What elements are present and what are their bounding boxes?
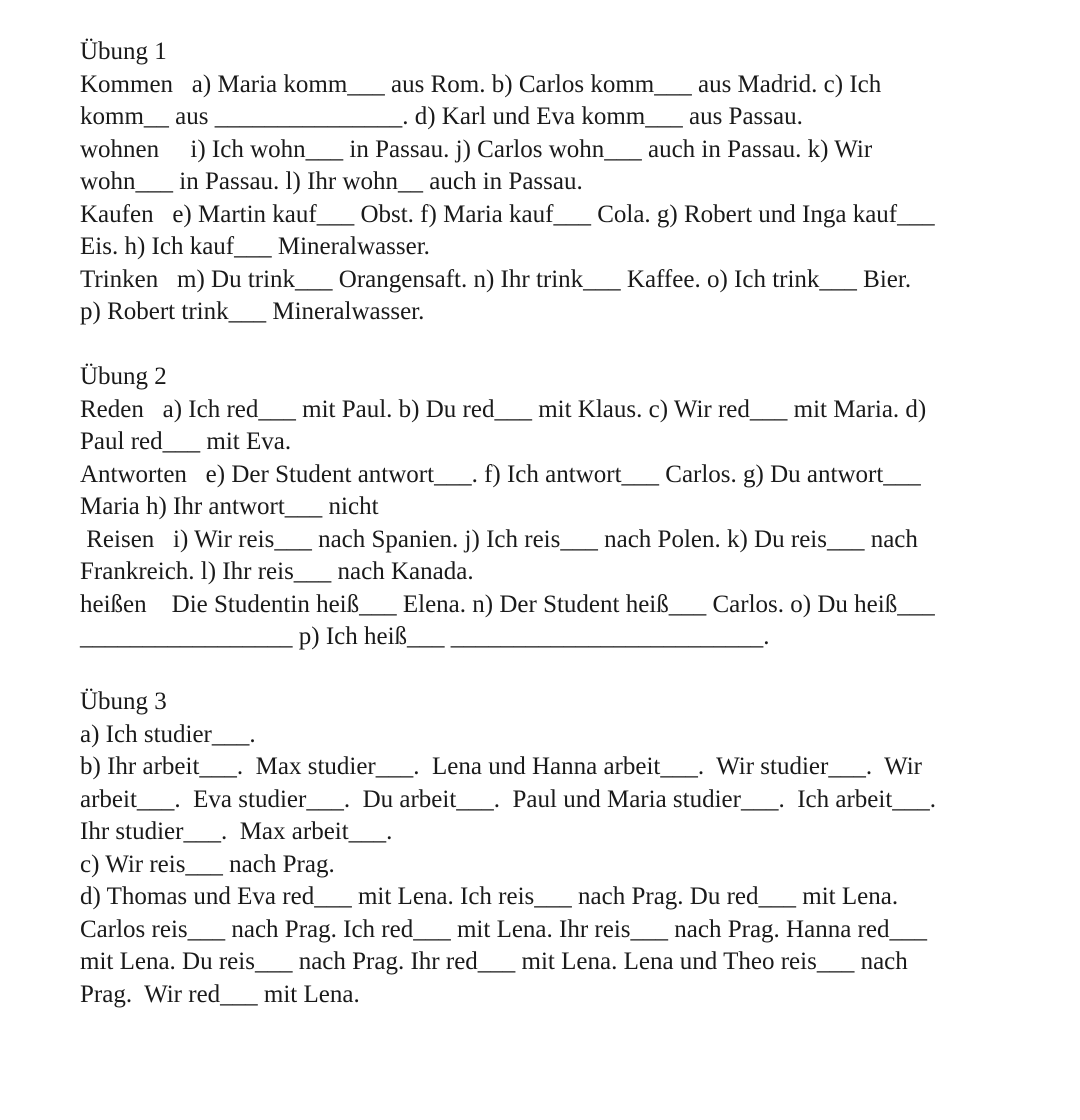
exercise-line: _________________ p) Ich heiß___ _________________________. xyxy=(80,623,770,650)
exercise-line: Maria h) Ihr antwort___ nicht xyxy=(80,493,379,520)
exercise-title: Übung 1 xyxy=(80,38,167,65)
exercise-line: d) Thomas und Eva red___ mit Lena. Ich reis___ nach Prag. Du red___ mit Lena. xyxy=(80,883,899,910)
exercise-line: komm__ aus _______________. d) Karl und Eva komm___ aus Passau. xyxy=(80,103,803,130)
exercise-line: Antworten e) Der Student antwort___. f) Ich antwort___ Carlos. g) Du antwort___ xyxy=(80,460,921,488)
exercise-line: arbeit___. Eva studier___. Du arbeit___. Paul und Maria studier___. Ich arbeit___. xyxy=(80,785,937,813)
exercise-line: Paul red___ mit Eva. xyxy=(80,428,292,455)
exercise-line: b) Ihr arbeit___. Max studier___. Lena und Hanna arbeit___. Wir studier___. Wir xyxy=(80,753,922,780)
exercise-line: Carlos reis___ nach Prag. Ich red___ mit Lena. Ihr reis___ nach Prag. Hanna red___ xyxy=(80,915,927,943)
section-spacer xyxy=(80,654,1065,687)
worksheet xyxy=(80,36,1065,1011)
exercise-line: Trinken m) Du trink___ Orangensaft. n) Ihr trink___ Kaffee. o) Ich trink___ Bier. xyxy=(80,265,912,293)
exercise-line: heißen Die Studentin heiß___ Elena. n) Der Student heiß___ Carlos. o) Du heiß___ xyxy=(80,590,935,618)
exercise-line: Eis. h) Ich kauf___ Mineralwasser. xyxy=(80,233,430,260)
exercise-line: Prag. Wir red___ mit Lena. xyxy=(80,980,360,1008)
exercise-title: Übung 3 xyxy=(80,688,167,715)
exercise-line: Kaufen e) Martin kauf___ Obst. f) Maria kauf___ Cola. g) Robert und Inga kauf___ xyxy=(80,200,935,228)
exercise-line: wohn___ in Passau. l) Ihr wohn__ auch in Passau. xyxy=(80,168,583,195)
exercise-line: Frankreich. l) Ihr reis___ nach Kanada. xyxy=(80,558,474,585)
exercise-line: Reisen i) Wir reis___ nach Spanien. j) Ich reis___ nach Polen. k) Du reis___ nach xyxy=(80,525,918,553)
exercise-line: wohnen i) Ich wohn___ in Passau. j) Carlos wohn___ auch in Passau. k) Wir xyxy=(80,135,873,163)
exercise-line: Reden a) Ich red___ mit Paul. b) Du red___ mit Klaus. c) Wir red___ mit Maria. d) xyxy=(80,395,927,423)
exercise-line: mit Lena. Du reis___ nach Prag. Ihr red___ mit Lena. Lena und Theo reis___ nach xyxy=(80,948,908,975)
exercise-1 xyxy=(80,36,1065,329)
exercise-title: Übung 2 xyxy=(80,363,167,390)
exercise-2 xyxy=(80,361,1065,654)
exercise-line: c) Wir reis___ nach Prag. xyxy=(80,850,335,878)
exercise-line: p) Robert trink___ Mineralwasser. xyxy=(80,298,425,325)
section-spacer xyxy=(80,329,1065,362)
exercise-line: a) Ich studier___. xyxy=(80,720,256,748)
exercise-3 xyxy=(80,686,1065,1011)
exercise-line: Kommen a) Maria komm___ aus Rom. b) Carlos komm___ aus Madrid. c) Ich xyxy=(80,70,882,98)
exercise-line: Ihr studier___. Max arbeit___. xyxy=(80,818,393,845)
